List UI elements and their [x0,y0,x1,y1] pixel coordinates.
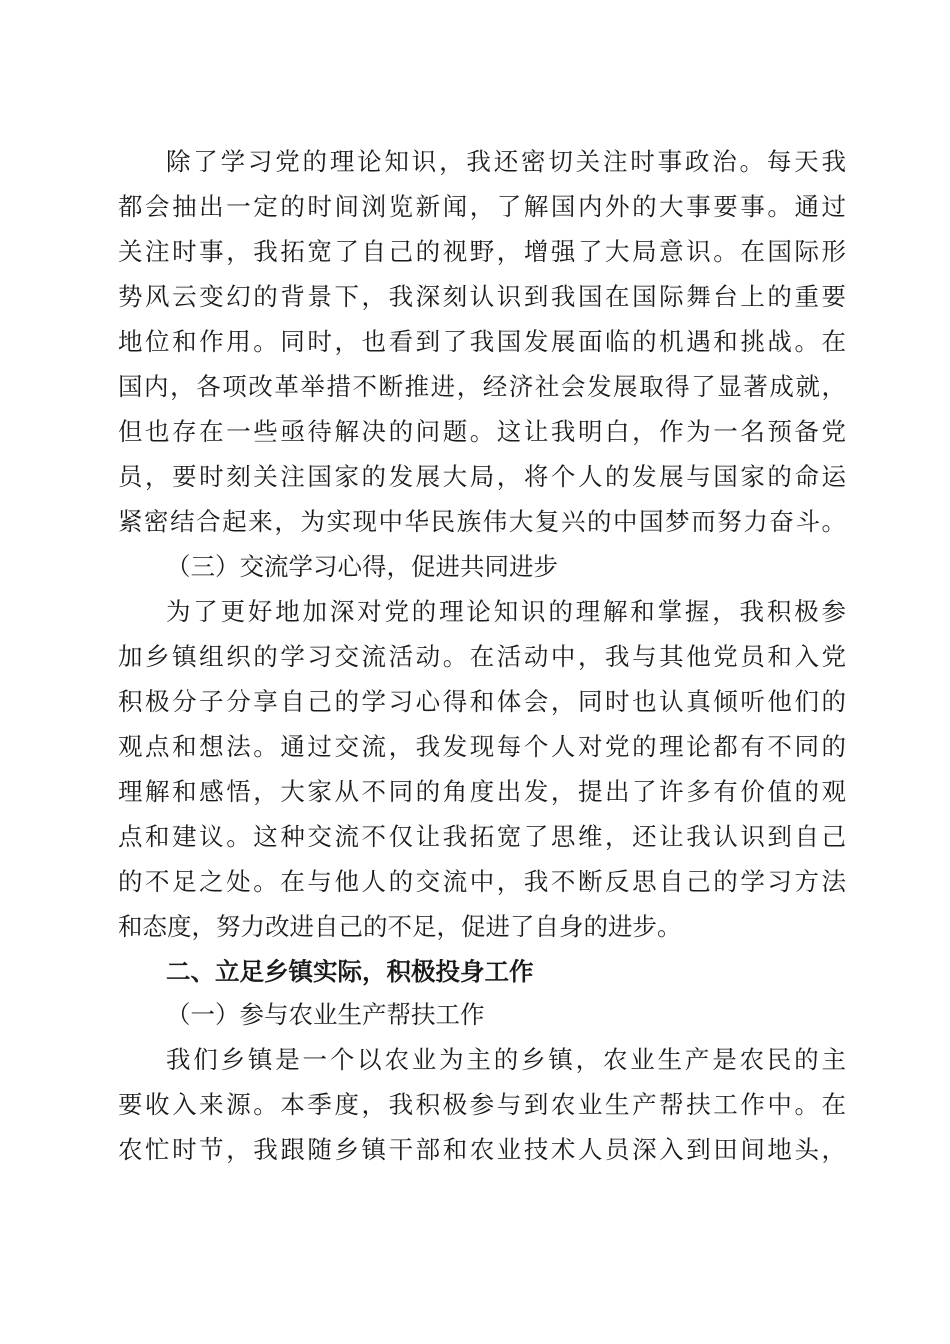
paragraph-2-line-3: 积极分子分享自己的学习心得和体会，同时也认真倾听他们的 [118,687,846,716]
paragraph-1-line-7: 但也存在一些亟待解决的问题。这让我明白，作为一名预备党 [118,417,846,446]
subheading-exchange-learning: （三）交流学习心得，促进共同进步 [166,552,558,581]
paragraph-3-line-3: 农忙时节，我跟随乡镇干部和农业技术人员深入到田间地头， [118,1135,846,1164]
paragraph-3-line-2: 要收入来源。本季度，我积极参与到农业生产帮扶工作中。在 [118,1090,846,1119]
section-heading-township-work: 二、立足乡镇实际，积极投身工作 [166,957,534,986]
paragraph-2-line-8: 和态度，努力改进自己的不足，促进了自身的进步。 [118,912,682,941]
paragraph-1-line-3: 关注时事，我拓宽了自己的视野，增强了大局意识。在国际形 [118,237,846,266]
paragraph-2-line-4: 观点和想法。通过交流，我发现每个人对党的理论都有不同的 [118,732,846,761]
paragraph-1-line-1: 除了学习党的理论知识，我还密切关注时事政治。每天我 [166,147,846,176]
paragraph-2-line-7: 的不足之处。在与他人的交流中，我不断反思自己的学习方法 [118,867,846,896]
paragraph-2-line-5: 理解和感悟，大家从不同的角度出发，提出了许多有价值的观 [118,777,846,806]
paragraph-2-line-6: 点和建议。这种交流不仅让我拓宽了思维，还让我认识到自己 [118,822,846,851]
paragraph-1-line-2: 都会抽出一定的时间浏览新闻，了解国内外的大事要事。通过 [118,192,846,221]
paragraph-1-line-6: 国内，各项改革举措不断推进，经济社会发展取得了显著成就， [118,372,846,401]
paragraph-2-line-2: 加乡镇组织的学习交流活动。在活动中，我与其他党员和入党 [118,642,846,671]
paragraph-1-line-8: 员，要时刻关注国家的发展大局，将个人的发展与国家的命运 [118,462,846,491]
subheading-agriculture-support: （一）参与农业生产帮扶工作 [166,1000,485,1029]
paragraph-2-line-1: 为了更好地加深对党的理论知识的理解和掌握，我积极参 [166,597,846,626]
paragraph-1-line-4: 势风云变幻的背景下，我深刻认识到我国在国际舞台上的重要 [118,282,846,311]
paragraph-1-line-5: 地位和作用。同时，也看到了我国发展面临的机遇和挑战。在 [118,327,846,356]
paragraph-1-line-9: 紧密结合起来，为实现中华民族伟大复兴的中国梦而努力奋斗。 [118,507,846,536]
paragraph-3-line-1: 我们乡镇是一个以农业为主的乡镇，农业生产是农民的主 [166,1045,846,1074]
